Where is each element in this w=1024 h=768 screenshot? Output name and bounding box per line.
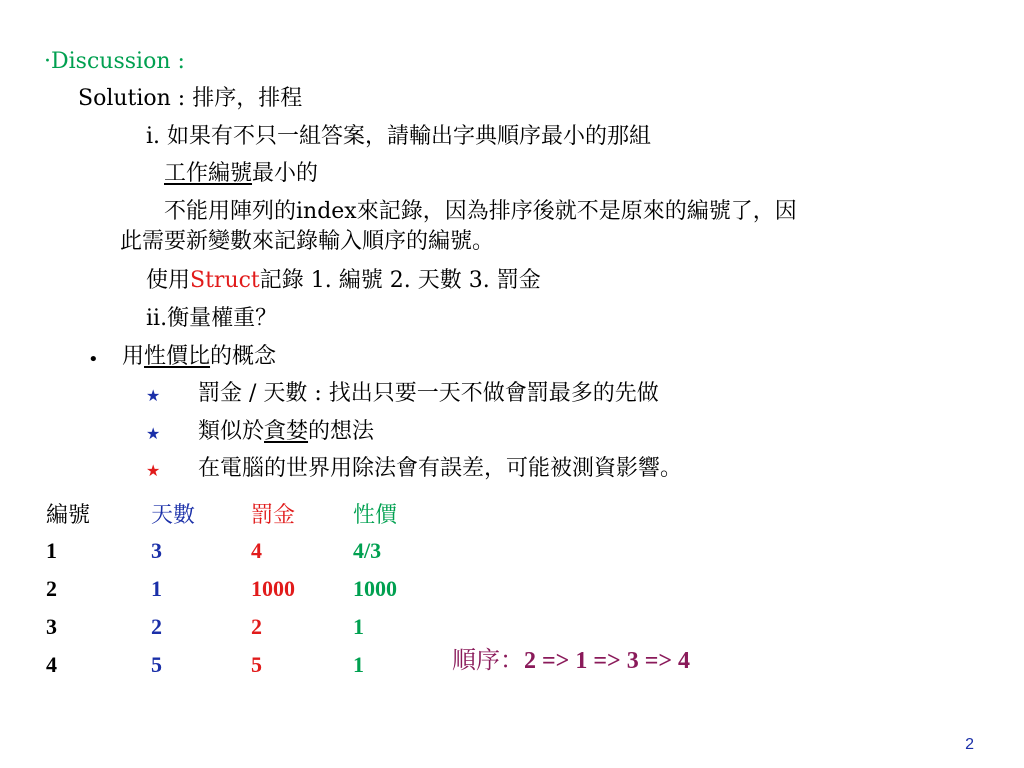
cell-id: 1 (46, 538, 57, 563)
order-sequence: 2 => 1 => 3 => 4 (524, 648, 691, 674)
star-item-3: 在電腦的世界用除法會有誤差，可能被測資影響。 (198, 456, 683, 481)
cell-days: 1 (151, 576, 162, 601)
table-row (46, 570, 453, 608)
bullet-dot-icon: • (88, 349, 99, 370)
star-item-2 (198, 418, 374, 446)
table-row (46, 608, 453, 646)
cell-id: 2 (46, 576, 57, 601)
cell-fine: 4 (251, 538, 262, 563)
greedy-underlined: 貪婪 (264, 419, 309, 444)
star-icon: ★ (146, 461, 161, 480)
value-ratio-after: 的概念 (210, 344, 277, 369)
star-icon: ★ (146, 424, 161, 443)
greedy-after: 的想法 (308, 419, 375, 444)
cell-id: 3 (46, 614, 57, 639)
cell-days: 3 (151, 538, 162, 563)
job-number-underlined: 工作編號 (164, 161, 253, 186)
order-line (452, 644, 690, 677)
header-id: 編號 (46, 502, 91, 528)
star-item-1: 罰金 / 天數 : 找出只要一天不做會罰最多的先做 (198, 381, 659, 406)
cell-fine: 2 (251, 614, 262, 639)
cell-fine: 5 (251, 652, 262, 677)
table-row (46, 532, 453, 570)
value-ratio-line (122, 343, 276, 371)
note-line-1: 不能用陣列的index來記錄，因為排序後就不是原來的編號了，因 (164, 199, 797, 224)
slide-heading (44, 48, 185, 76)
value-ratio-underlined: 性價比 (144, 344, 211, 369)
cell-ratio: 1000 (353, 576, 397, 601)
table-row (46, 646, 453, 684)
cell-id: 4 (46, 652, 57, 677)
header-fine: 罰金 (251, 502, 296, 528)
job-table (46, 494, 453, 684)
solution-line: Solution : 排序，排程 (78, 86, 303, 111)
struct-keyword: Struct (190, 268, 260, 293)
note-line-2: 此需要新變數來記錄輸入順序的編號。 (120, 229, 495, 254)
struct-before: 使用 (146, 268, 191, 293)
star-icon: ★ (146, 386, 161, 405)
cell-days: 2 (151, 614, 162, 639)
cell-ratio: 1 (353, 652, 364, 677)
value-ratio-before: 用 (122, 344, 145, 369)
job-number-rest: 最小的 (252, 161, 319, 186)
greedy-before: 類似於 (198, 419, 265, 444)
item-ii: ii.衡量權重？ (146, 306, 278, 331)
cell-ratio: 4/3 (353, 538, 382, 563)
struct-after: 記錄 1. 編號 2. 天數 3. 罰金 (259, 268, 541, 293)
cell-days: 5 (151, 652, 162, 677)
page-number: 2 (965, 736, 974, 753)
cell-ratio: 1 (353, 614, 364, 639)
struct-line (146, 267, 541, 295)
cell-fine: 1000 (251, 576, 295, 601)
header-ratio: 性價 (353, 502, 398, 528)
job-number-line (164, 160, 318, 188)
heading-title: Discussion : (51, 49, 185, 74)
table-header-row (46, 494, 453, 532)
order-label: 順序： (452, 646, 524, 674)
header-days: 天數 (151, 502, 196, 528)
item-i: i. 如果有不只一組答案，請輸出字典順序最小的那組 (146, 124, 652, 149)
heading-dot: · (44, 49, 51, 74)
